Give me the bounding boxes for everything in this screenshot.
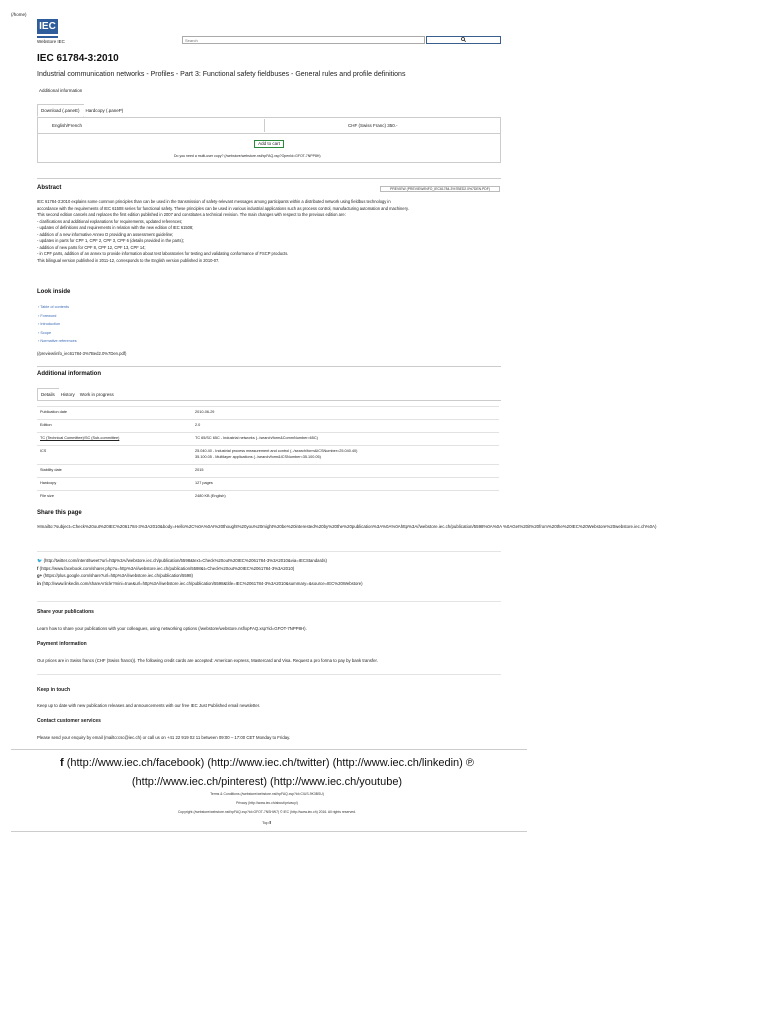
abstract-line: This second edition cancels and replaces the first edition published in 2007 and constitutes a technical revision. The main changes with respect to the previous edition are: xyxy=(37,212,346,217)
abstract-heading: Abstract xyxy=(37,185,62,191)
detail-value: 2010-06-29 xyxy=(195,410,215,414)
copyright-text: Copyright (/webstore/webstore.nsf/xpFAQ.xsp?id=GFOT-7NSHW7) © IEC (http://www.iec.ch) 2016. All rights reserved. xyxy=(177,810,357,814)
divider xyxy=(37,366,501,367)
privacy-link[interactable]: Privacy (http://www.iec.ch/about/privacy/) xyxy=(236,801,298,805)
chevron-up-icon: ⬆ xyxy=(268,820,272,825)
tab-download[interactable]: Download (.paneE) xyxy=(37,104,84,117)
share-link-text: (https://www.facebook.com/sharer.php?u=http%3A//webstore.iec.ch/publication/5598&t=Check%20out%20IEC%2061784-3%3A2010) xyxy=(39,565,295,571)
add-to-cart-button[interactable]: Add to cart xyxy=(254,140,284,148)
share-google-link[interactable] xyxy=(37,572,363,580)
abstract-line: - updates in parts for CPF 1, CPF 2, CPF 3, CPF 6 (details provided in the parts); xyxy=(37,238,184,243)
logo-caption: Webstore IEC xyxy=(37,39,65,44)
detail-value[interactable]: TC 65/SC 65C - Industrial networks (../search/form&CommNumber=65C) xyxy=(195,436,318,440)
facebook-icon: f xyxy=(37,565,39,571)
divider xyxy=(11,749,527,750)
logo-stripe xyxy=(37,34,58,36)
look-inside-item[interactable]: › Table of contents xyxy=(38,303,77,312)
google-plus-icon: g+ xyxy=(37,573,43,578)
detail-value: 2015 xyxy=(195,468,204,472)
abstract-line: - in CPF parts, addition of an annex to provide information about test laboratories for testing and validating conformance of FSCP products. xyxy=(37,251,289,256)
divider xyxy=(37,178,501,179)
detail-value: 127 pages xyxy=(195,481,213,485)
abstract-line: - addition of new parts for CPF 8, CPF 12, CPF 13, CPF 14; xyxy=(37,244,146,250)
preview-file-link[interactable]: (/preview/info_iec61784-3%7Bed2.0%7Den.pdf) xyxy=(37,351,127,356)
search-icon xyxy=(461,37,466,42)
facebook-icon: f xyxy=(59,757,64,769)
footer-social-text: (http://www.iec.ch/facebook) (http://www.iec.ch/twitter) (http://www.iec.ch/linkedin) xyxy=(66,757,463,769)
linkedin-icon: in xyxy=(37,580,41,586)
share-publications-heading: Share your publications xyxy=(37,609,94,615)
detail-key: ICS xyxy=(40,449,47,453)
preview-button[interactable]: PREVIEW (PREVIEW/INFO_IEC61784-3%7BED2.0%7DEN.PDF) xyxy=(380,186,500,192)
tab-details[interactable]: Details xyxy=(37,388,59,401)
look-inside-list xyxy=(38,303,77,346)
price-label: CHF (Swiss Franc) 350.- xyxy=(348,123,398,128)
detail-value[interactable] xyxy=(195,449,357,460)
share-facebook-link[interactable] xyxy=(37,565,363,573)
share-twitter-link[interactable] xyxy=(37,557,363,565)
abstract-line: - addition of a new informative Annex D providing an assessment guideline; xyxy=(37,231,174,237)
share-email-link[interactable]: ✉mailto:?subject=Check%20out%20IEC%2061784-3%3A2010&body=Hello%2C%0A%0AI%20thought%20you%20might%20be%20interested%20by%20the%20publication%3A%0A%0Ahttp%3A//webstore.iec.ch/publication/5598%0A%0A %0AGet%20it%20from%20the%20IEC%20Webstore%20webstore.iec.ch%0A) xyxy=(37,524,657,529)
table-row xyxy=(37,406,499,420)
page-title: IEC 61784-3:2010 xyxy=(37,53,119,64)
back-to-top-link[interactable] xyxy=(0,820,534,825)
footer-social-text: (http://www.iec.ch/pinterest) (http://www.iec.ch/youtube) xyxy=(131,776,403,788)
divider xyxy=(37,601,501,602)
divider xyxy=(264,119,265,132)
tab-work-in-progress[interactable]: Work in progress xyxy=(77,389,117,400)
look-inside-item[interactable]: › Scope xyxy=(38,329,77,338)
abstract-line: IEC 61784-3:2010 explains some common principles than can be used in the transmission of safety-relevant messages among participants within a distributed network using fieldbus technology in xyxy=(37,199,391,204)
detail-key: Edition xyxy=(40,423,52,427)
tab-hardcopy[interactable]: Hardcopy (.paneP) xyxy=(83,105,127,116)
terms-link[interactable]: Terms & Conditions (/webstore/webstore.nsf/xpFAQ.xsp?id=CIUS-9K3BSU) xyxy=(210,792,324,796)
divider xyxy=(37,551,501,552)
contact-heading: Contact customer services xyxy=(37,718,101,724)
product-subtitle: Industrial communication networks - Profiles - Part 3: Functional safety fieldbuses - General rules and profile definitions xyxy=(37,71,406,78)
keep-in-touch-heading: Keep in touch xyxy=(37,687,71,693)
payment-heading: Payment information xyxy=(37,641,87,647)
share-links xyxy=(37,557,363,587)
divider xyxy=(37,400,501,401)
detail-key: Stability date xyxy=(40,468,62,472)
share-publications-text: Learn how to share your publications with your colleagues, using networking options (/webstore/webstore.nsf/xpFAQ.xsp?id=GFOT-7NPP8H). xyxy=(37,626,307,631)
tab-history[interactable]: History xyxy=(58,389,78,400)
abstract-line: - updates of definitions and requirements in relation with the new edition of IEC 61508; xyxy=(37,225,194,230)
table-row xyxy=(37,445,499,465)
detail-key: Hardcopy xyxy=(40,481,57,485)
iec-logo[interactable] xyxy=(37,19,58,38)
detail-value: 2.0 xyxy=(195,423,201,427)
table-row xyxy=(37,432,499,446)
look-inside-heading: Look inside xyxy=(37,289,71,295)
table-row xyxy=(37,477,499,491)
look-inside-item[interactable]: › Foreword xyxy=(38,312,77,321)
share-link-text: (https://plus.google.com/share?url=http%3A//webstore.iec.ch/publication/5598) xyxy=(43,573,193,578)
logo-text: IEC xyxy=(39,21,56,32)
table-row xyxy=(37,464,499,478)
detail-key[interactable]: TC (Technical Committee)/SC (Sub-committee) xyxy=(40,436,120,440)
divider xyxy=(37,674,501,675)
table-row xyxy=(37,419,499,433)
twitter-icon: 🐦 xyxy=(37,558,43,563)
pinterest-icon: ℗ xyxy=(465,757,475,769)
format-tabs xyxy=(37,104,125,117)
ics-entry[interactable]: 25.040.40 - Industrial process measurement and control (../search/form&ICSNumber=25.040.40) xyxy=(195,449,358,453)
abstract-line: - clarifications and additional explanations for requirements, updated references; xyxy=(37,218,183,224)
abstract-line: accordance with the requirements of IEC 61508 series for functional safety. These principles can be used in various industrial applications such as process control, manufacturing automation and machinery. xyxy=(37,205,409,211)
footer-social-line[interactable] xyxy=(0,757,534,769)
table-row xyxy=(37,490,499,504)
share-linkedin-link[interactable] xyxy=(37,580,363,588)
detail-key: Publication date xyxy=(40,410,68,414)
divider xyxy=(11,831,527,832)
payment-text: Our prices are in Swiss francs (CHF (Swiss francs)). The following credit cards are accepted: American express, Mastercard and Visa. Request a pro forma to pay by bank transfer. xyxy=(37,658,378,663)
divider xyxy=(38,133,500,134)
additional-info-link[interactable]: Additional information xyxy=(39,88,83,93)
additional-info-heading: Additional information xyxy=(37,371,101,377)
keep-in-touch-text: Keep up to date with new publication releases and announcements with our free IEC Just Published email newsletter. xyxy=(37,703,261,708)
abstract-text xyxy=(37,199,503,264)
language-label: English/French xyxy=(52,123,83,128)
contact-text: Please send your enquiry by email (mailto:csc@iec.ch) or call us on +41 22 919 02 11 between 09:00 – 17:00 CET Monday to Friday. xyxy=(37,735,291,740)
detail-key: File size xyxy=(40,494,54,498)
look-inside-item[interactable]: › Normative references xyxy=(38,337,77,346)
look-inside-item[interactable]: › Introduction xyxy=(38,320,77,329)
home-link[interactable]: (/home) xyxy=(11,12,27,17)
ics-entry[interactable]: 35.100.05 - Multilayer applications (../search/form&ICSNumber=35.100.05) xyxy=(195,454,321,459)
top-label: Top xyxy=(262,820,269,825)
search-input[interactable] xyxy=(182,36,425,44)
abstract-line: This bilingual version published in 2011-12, corresponds to the English version published in 2010-07. xyxy=(37,257,220,263)
footer-social-line[interactable] xyxy=(0,776,534,788)
share-link-text: (http://www.linkedin.com/shareArticle?mini=true&url=http%3A//webstore.iec.ch/publication/5598&title=IEC%2061784-3%3A2010&summary=&source=IEC%20Webstore) xyxy=(42,580,363,586)
multi-user-link[interactable]: Do you need a multi-user copy? (/webstore/webstore.nsf/xpFAQ.xsp?OpenId=GFOT-7NPP8H) xyxy=(174,154,321,158)
share-heading: Share this page xyxy=(37,510,82,516)
search-button[interactable] xyxy=(426,36,501,44)
detail-value: 2480 KB (English) xyxy=(195,494,226,498)
share-link-text: (http://twitter.com/intent/tweet?url=http%3A//webstore.iec.ch/publication/5598&text=Check%20out%20IEC%2061784-3%3A2010&via=IECStandards) xyxy=(43,558,327,563)
